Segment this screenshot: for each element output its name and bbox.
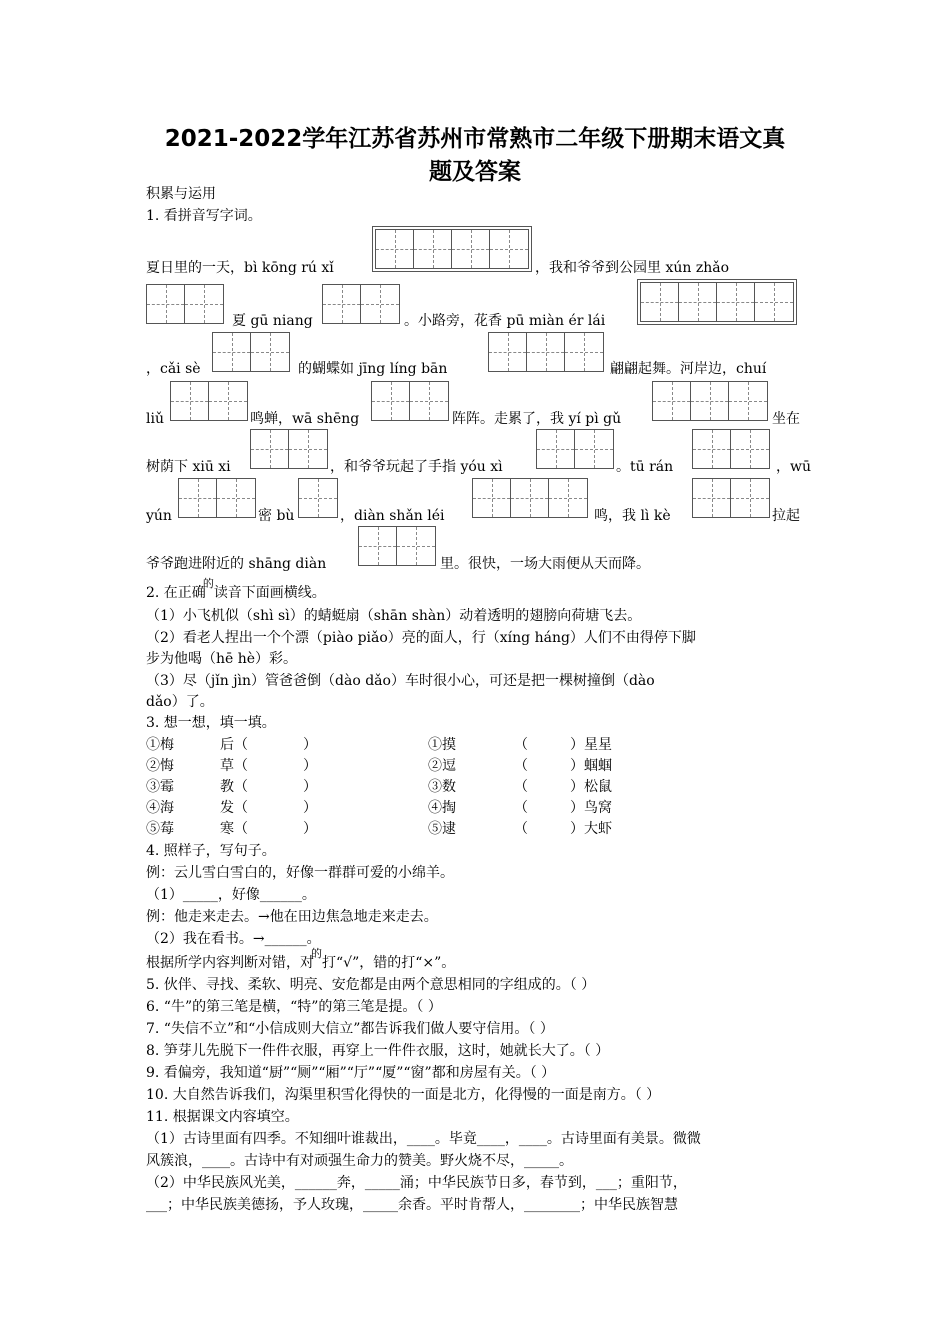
q1-text: 爷爷跑进附近的 shāng diàn — [146, 556, 327, 572]
judge-item: 6. “牛”的第三笔是横，“特”的第三笔是提。（ ） — [146, 999, 442, 1015]
tianzige-box[interactable] — [640, 282, 794, 322]
q4-answer-line[interactable]: （2）我在看书。→______。 — [146, 931, 321, 947]
q3-right-char: ②逗 — [428, 758, 456, 774]
q1-text: ，我和爷爷到公园里 xún zhǎo — [535, 260, 729, 276]
q3-left-blank: 草（ — [220, 758, 248, 774]
q3-left-char: ③霉 — [146, 779, 174, 795]
tianzige-box[interactable] — [472, 478, 588, 518]
q1-text: yún — [146, 508, 172, 524]
q3-left-close: ） — [303, 737, 317, 753]
q3-left-blank: 后（ — [220, 737, 248, 753]
q11-line: ___；中华民族美德扬，予人玫瑰，_____余香。平时肯帮人，________；中华民族智慧 — [146, 1197, 678, 1213]
tianzige-box[interactable] — [488, 332, 604, 372]
judge-heading-sup: 的 — [311, 947, 322, 960]
judge-heading: 根据所学内容判断对错，对 的 打“√”，错的打“×”。 — [146, 947, 456, 971]
tianzige-box[interactable] — [146, 284, 224, 324]
q1-text: 夏日里的一天，bì kōng rú xǐ — [146, 260, 334, 276]
q3-right-blank: （ — [514, 758, 528, 774]
judge-item: 9. 看偏旁，我知道“厨”“厕”“厢”“厅”“厦”“窗”都和房屋有关。（ ） — [146, 1065, 556, 1081]
q1-text: 鸣，我 lì kè — [594, 508, 671, 524]
q3-left-close: ） — [303, 821, 317, 837]
tianzige-box[interactable] — [652, 381, 768, 421]
q1-text: 阵阵。走累了，我 yí pì gǔ — [452, 411, 622, 427]
q11-line: （2）中华民族风光美，______奔，_____涌；中华民族节日多，春节到，___；重阳节， — [146, 1175, 687, 1191]
tianzige-box[interactable] — [692, 429, 770, 469]
q2-line: （2）看老人捏出一个个漂（piào piǎo）亮的面人，行（xíng háng）人们不由得停下脚 — [146, 630, 696, 646]
q1-text: 。tū rán — [616, 459, 674, 475]
q3-right-rest: ）鸟窝 — [570, 800, 612, 816]
q1-text: 的蝴蝶如 jīng líng bān — [298, 361, 448, 377]
tianzige-box[interactable] — [536, 429, 614, 469]
q1-text: 鸣蝉，wā shēng — [250, 411, 360, 427]
tianzige-box[interactable] — [250, 429, 328, 469]
judge-item: 10. 大自然告诉我们，沟渠里积雪化得快的一面是北方，化得慢的一面是南方。（ ） — [146, 1087, 661, 1103]
q2-line: （3）尽（jǐn jìn）管爸爸倒（dào dǎo）车时很小心，可还是把一棵树撞倒（dào — [146, 673, 655, 689]
q1-text: 拉起 — [772, 508, 800, 524]
q3-left-blank: 寒（ — [220, 821, 248, 837]
q11-line: （1）古诗里面有四季。不知细叶谁裁出，____。毕竟____，____。古诗里面有美景。微微 — [146, 1131, 701, 1147]
q3-right-rest: ）松鼠 — [570, 779, 612, 795]
q3-left-close: ） — [303, 800, 317, 816]
q3-left-close: ） — [303, 758, 317, 774]
q3-left-blank: 教（ — [220, 779, 248, 795]
q3-left-char: ②悔 — [146, 758, 174, 774]
q2-line: （1）小飞机似（shì sì）的蜻蜓扇（shān shàn）动着透明的翅膀向荷塘飞去。 — [146, 608, 642, 624]
judge-item: 5. 伙伴、寻找、柔软、明亮、安危都是由两个意思相同的字组成的。（ ） — [146, 977, 596, 993]
q2-line: 步为他喝（hē hè）彩。 — [146, 651, 298, 667]
tianzige-box[interactable] — [371, 381, 449, 421]
q1-text: ，和爷爷玩起了手指 yóu xì — [330, 459, 503, 475]
q4-example: 例：他走来走去。→他在田边焦急地走来走去。 — [146, 909, 438, 925]
q1-text: 坐在 — [772, 411, 800, 427]
q11-heading: 11. 根据课文内容填空。 — [146, 1109, 299, 1125]
q3-left-char: ④海 — [146, 800, 174, 816]
q3-right-char: ④掏 — [428, 800, 456, 816]
q4-example: 例：云儿雪白雪白的，好像一群群可爱的小绵羊。 — [146, 865, 454, 881]
q1-heading: 1. 看拼音写字词。 — [146, 208, 262, 224]
q3-right-char: ①摸 — [428, 737, 456, 753]
q11-line: 风簇浪，____。古诗中有对顽强生命力的赞美。野火烧不尽，_____。 — [146, 1153, 573, 1169]
q3-left-char: ①梅 — [146, 737, 174, 753]
q3-right-char: ⑤逮 — [428, 821, 456, 837]
q1-text: 。小路旁，花香 pū miàn ér lái — [404, 313, 606, 329]
tianzige-box[interactable] — [692, 478, 770, 518]
tianzige-box[interactable] — [212, 332, 290, 372]
q1-text: 夏 gū niang — [232, 313, 313, 329]
section-heading: 积累与运用 — [146, 186, 216, 202]
q3-right-blank: （ — [514, 800, 528, 816]
q3-right-char: ③数 — [428, 779, 456, 795]
judge-item: 8. 笋芽儿先脱下一件件衣服，再穿上一件件衣服，这时，她就长大了。（ ） — [146, 1043, 610, 1059]
tianzige-box[interactable] — [375, 229, 529, 269]
q4-heading: 4. 照样子，写句子。 — [146, 843, 276, 859]
tianzige-box[interactable] — [298, 478, 338, 518]
q3-right-rest: ）星星 — [570, 737, 612, 753]
q1-text: 里。很快，一场大雨便从天而降。 — [440, 556, 650, 572]
q3-left-blank: 发（ — [220, 800, 248, 816]
q1-text: liǔ — [146, 411, 164, 427]
q1-text: ，wū — [776, 459, 811, 475]
q2-heading-sup: 的 — [202, 577, 214, 590]
doc-title-line2: 题及答案 — [429, 159, 521, 185]
q3-right-blank: （ — [514, 821, 528, 837]
q3-right-blank: （ — [514, 737, 528, 753]
q1-text: 密 bù — [258, 508, 295, 524]
q3-right-blank: （ — [514, 779, 528, 795]
q2-heading: 2. 在正确 的 读音下面画横线。 — [146, 577, 326, 601]
q3-heading: 3. 想一想，填一填。 — [146, 715, 276, 731]
q4-answer-line[interactable]: （1）_____，好像______。 — [146, 887, 316, 903]
q3-left-close: ） — [303, 779, 317, 795]
q3-right-rest: ）蝈蝈 — [570, 758, 612, 774]
q1-text: ，cǎi sè — [146, 361, 201, 377]
q1-text: 翩翩起舞。河岸边，chuí — [610, 361, 767, 377]
q1-text: ，diàn shǎn léi — [340, 508, 445, 524]
q3-left-char: ⑤莓 — [146, 821, 174, 837]
judge-item: 7. “失信不立”和“小信成则大信立”都告诉我们做人要守信用。（ ） — [146, 1021, 554, 1037]
tianzige-box[interactable] — [358, 526, 436, 566]
q3-right-rest: ）大虾 — [570, 821, 612, 837]
tianzige-box[interactable] — [322, 284, 400, 324]
tianzige-box[interactable] — [178, 478, 256, 518]
q2-line: dǎo）了。 — [146, 694, 214, 710]
tianzige-box[interactable] — [170, 381, 248, 421]
doc-title-line1: 2021-2022学年江苏省苏州市常熟市二年级下册期末语文真 — [164, 126, 786, 152]
q1-text: 树荫下 xiū xi — [146, 459, 231, 475]
